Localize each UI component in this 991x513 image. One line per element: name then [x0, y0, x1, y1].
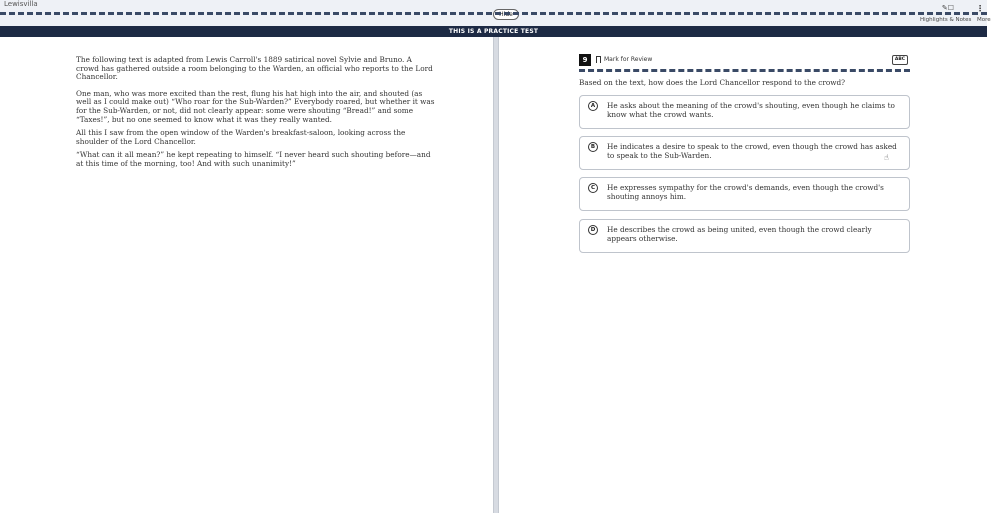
question-header: [579, 54, 910, 66]
option-letter-b: B: [588, 142, 598, 152]
answer-option-b[interactable]: [579, 136, 910, 170]
option-letter-d: D: [588, 225, 598, 235]
more-label[interactable]: More: [977, 17, 991, 23]
hide-button[interactable]: Hide: [493, 9, 519, 20]
option-text-a: He asks about the meaning of the crowd's shouting, even though he claims to know what the crowd wants.: [607, 101, 895, 119]
option-text-b: He indicates a desire to speak to the crowd, even though the crowd has asked to speak to the Sub-Warden.: [607, 142, 897, 160]
question-number: 9: [579, 54, 591, 66]
answer-eliminator-button[interactable]: ABC: [892, 55, 908, 65]
question-header-divider: [579, 69, 910, 72]
answer-option-c[interactable]: [579, 177, 910, 211]
highlights-notes-label[interactable]: Highlights & Notes: [920, 17, 972, 23]
app-title: Lewisvilla: [4, 0, 38, 8]
highlight-pen-icon[interactable]: ✎☐: [941, 4, 955, 12]
option-letter-c: C: [588, 183, 598, 193]
option-text-d: He describes the crowd as being united, even though the crowd clearly appears otherwise.: [607, 225, 872, 243]
header-divider: [0, 12, 987, 15]
answer-option-d[interactable]: [579, 219, 910, 253]
option-text-c: He expresses sympathy for the crowd's demands, even though the crowd's shouting annoys him.: [607, 183, 884, 201]
pane-resize-divider[interactable]: [493, 37, 499, 513]
option-letter-a: A: [588, 101, 598, 111]
practice-test-banner: [0, 26, 987, 37]
question-prompt: Based on the text, how does the Lord Chancellor respond to the crowd?: [579, 78, 846, 87]
pointer-cursor-icon: ☝: [884, 153, 889, 162]
answer-option-a[interactable]: [579, 95, 910, 129]
passage-paragraph: One man, who was more excited than the rest, flung his hat high into the air, and shouted (as well as I could make out) “Who roar for the Sub-Warden?” Everybody roared, but whether it was for the Sub-Warden, or not, did not clearly appear: some were shouting “Bread!” and some “Taxes!”, but no one seemed to know what it was they really wanted.: [76, 88, 435, 124]
banner-text: THIS IS A PRACTICE TEST: [448, 28, 539, 35]
mark-for-review-button[interactable]: Mark for Review: [604, 56, 653, 63]
passage-panel: [76, 56, 436, 174]
passage-intro: The following text is adapted from Lewis Carroll's 1889 satirical novel Sylvie and Bruno. A crowd has gathered outside a room belonging to the Warden, an official who reports to the Lord Chancellor.: [76, 55, 433, 82]
bookmark-icon[interactable]: [596, 56, 601, 63]
passage-paragraph: “What can it all mean?” he kept repeating to himself. “I never heard such shouting before—and at this time of the morning, too! And with such unanimity!”: [76, 150, 431, 168]
more-menu-icon[interactable]: ⋮: [976, 4, 984, 13]
passage-paragraph: All this I saw from the open window of the Warden's breakfast-saloon, looking across the shoulder of the Lord Chancellor.: [76, 128, 406, 146]
